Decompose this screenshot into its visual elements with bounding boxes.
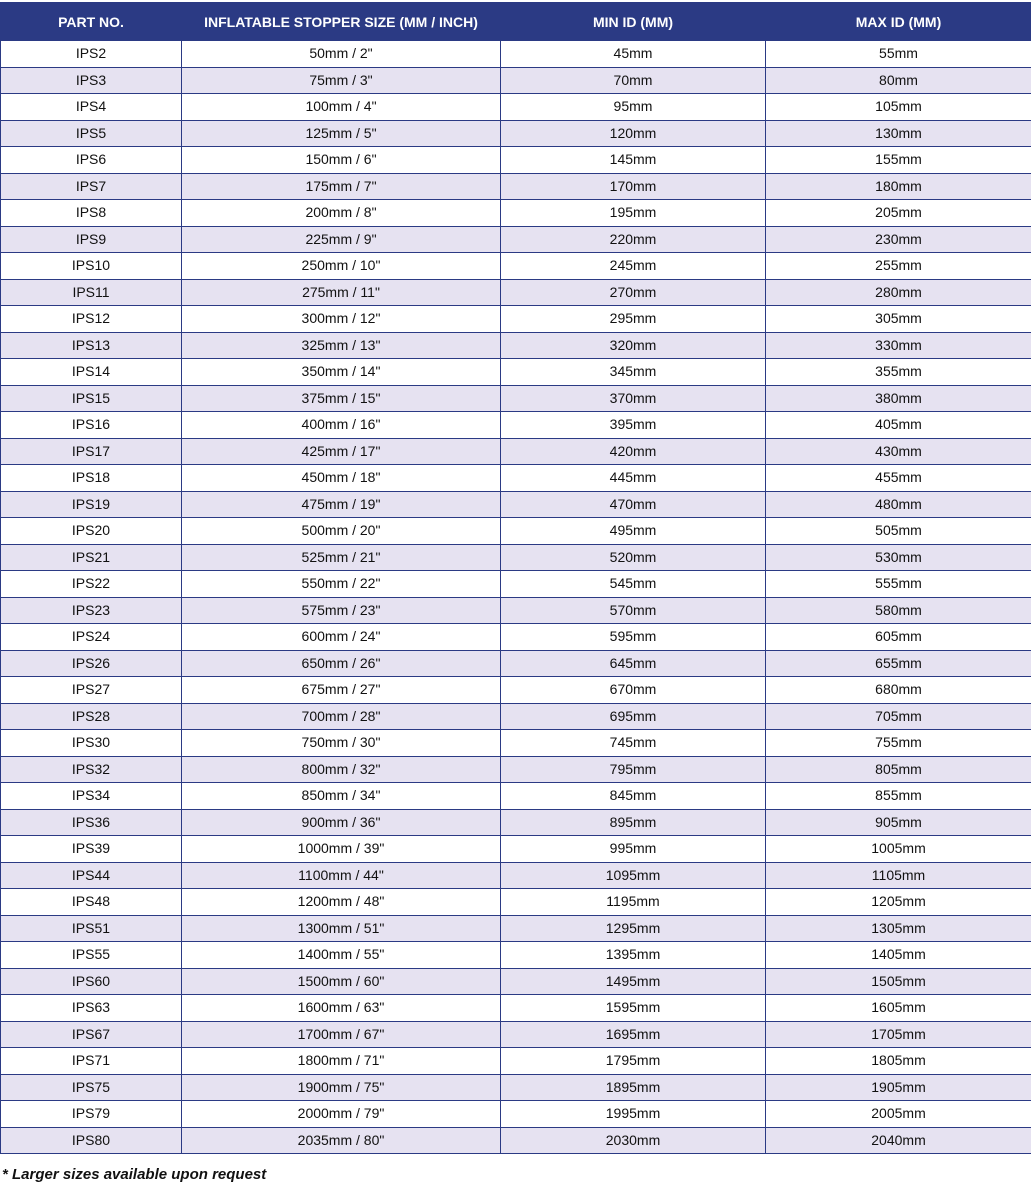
table-row xyxy=(1,756,1031,783)
max-id-cell: 505mm xyxy=(766,518,1031,545)
stopper-size-cell: 325mm / 13" xyxy=(182,332,501,359)
stopper-size-cell: 200mm / 8" xyxy=(182,200,501,227)
stopper-size-cell: 375mm / 15" xyxy=(182,385,501,412)
table-row xyxy=(1,67,1031,94)
table-row xyxy=(1,650,1031,677)
stopper-size-cell: 1000mm / 39" xyxy=(182,836,501,863)
stopper-size-cell: 650mm / 26" xyxy=(182,650,501,677)
part-no-cell: IPS3 xyxy=(1,67,182,94)
stopper-size-cell: 175mm / 7" xyxy=(182,173,501,200)
part-no-cell: IPS48 xyxy=(1,889,182,916)
max-id-cell: 405mm xyxy=(766,412,1031,439)
table-row xyxy=(1,491,1031,518)
min-id-cell: 1895mm xyxy=(501,1074,766,1101)
part-no-cell: IPS14 xyxy=(1,359,182,386)
min-id-cell: 1995mm xyxy=(501,1101,766,1128)
part-no-cell: IPS79 xyxy=(1,1101,182,1128)
part-no-cell: IPS6 xyxy=(1,147,182,174)
part-no-cell: IPS22 xyxy=(1,571,182,598)
max-id-cell: 580mm xyxy=(766,597,1031,624)
table-row xyxy=(1,279,1031,306)
stopper-size-cell: 475mm / 19" xyxy=(182,491,501,518)
stopper-size-cell: 1300mm / 51" xyxy=(182,915,501,942)
part-no-cell: IPS10 xyxy=(1,253,182,280)
min-id-cell: 45mm xyxy=(501,41,766,68)
part-no-cell: IPS18 xyxy=(1,465,182,492)
min-id-cell: 1395mm xyxy=(501,942,766,969)
stopper-size-cell: 400mm / 16" xyxy=(182,412,501,439)
min-id-cell: 445mm xyxy=(501,465,766,492)
stopper-size-cell: 100mm / 4" xyxy=(182,94,501,121)
table-row xyxy=(1,1074,1031,1101)
max-id-cell: 605mm xyxy=(766,624,1031,651)
stopper-size-cell: 675mm / 27" xyxy=(182,677,501,704)
table-header xyxy=(1,3,1031,41)
stopper-size-cell: 1900mm / 75" xyxy=(182,1074,501,1101)
min-id-cell: 520mm xyxy=(501,544,766,571)
table-row xyxy=(1,677,1031,704)
part-no-cell: IPS60 xyxy=(1,968,182,995)
min-id-cell: 595mm xyxy=(501,624,766,651)
max-id-cell: 1505mm xyxy=(766,968,1031,995)
stopper-size-cell: 225mm / 9" xyxy=(182,226,501,253)
header-min-id: MIN ID (MM) xyxy=(501,3,766,41)
min-id-cell: 795mm xyxy=(501,756,766,783)
part-no-cell: IPS5 xyxy=(1,120,182,147)
stopper-size-cell: 500mm / 20" xyxy=(182,518,501,545)
table-row xyxy=(1,942,1031,969)
stopper-size-cell: 300mm / 12" xyxy=(182,306,501,333)
max-id-cell: 455mm xyxy=(766,465,1031,492)
footnote: * Larger sizes available upon request xyxy=(2,1166,267,1183)
max-id-cell: 855mm xyxy=(766,783,1031,810)
part-no-cell: IPS23 xyxy=(1,597,182,624)
max-id-cell: 1405mm xyxy=(766,942,1031,969)
part-no-cell: IPS17 xyxy=(1,438,182,465)
part-no-cell: IPS39 xyxy=(1,836,182,863)
stopper-size-cell: 350mm / 14" xyxy=(182,359,501,386)
max-id-cell: 280mm xyxy=(766,279,1031,306)
stopper-size-cell: 250mm / 10" xyxy=(182,253,501,280)
part-no-cell: IPS28 xyxy=(1,703,182,730)
max-id-cell: 555mm xyxy=(766,571,1031,598)
min-id-cell: 245mm xyxy=(501,253,766,280)
max-id-cell: 1305mm xyxy=(766,915,1031,942)
min-id-cell: 845mm xyxy=(501,783,766,810)
table-row xyxy=(1,1101,1031,1128)
max-id-cell: 755mm xyxy=(766,730,1031,757)
min-id-cell: 645mm xyxy=(501,650,766,677)
table-row xyxy=(1,465,1031,492)
header-stopper-size: INFLATABLE STOPPER SIZE (MM / INCH) xyxy=(182,3,501,41)
stopper-size-cell: 2035mm / 80" xyxy=(182,1127,501,1154)
part-no-cell: IPS16 xyxy=(1,412,182,439)
part-no-cell: IPS9 xyxy=(1,226,182,253)
stopper-size-cell: 75mm / 3" xyxy=(182,67,501,94)
header-part-no: PART NO. xyxy=(1,3,182,41)
max-id-cell: 205mm xyxy=(766,200,1031,227)
table-row xyxy=(1,783,1031,810)
max-id-cell: 355mm xyxy=(766,359,1031,386)
min-id-cell: 495mm xyxy=(501,518,766,545)
size-table-container xyxy=(0,2,1031,1154)
stopper-size-cell: 800mm / 32" xyxy=(182,756,501,783)
stopper-size-cell: 1600mm / 63" xyxy=(182,995,501,1022)
part-no-cell: IPS19 xyxy=(1,491,182,518)
table-row xyxy=(1,1021,1031,1048)
table-row xyxy=(1,41,1031,68)
min-id-cell: 170mm xyxy=(501,173,766,200)
part-no-cell: IPS12 xyxy=(1,306,182,333)
stopper-size-cell: 1200mm / 48" xyxy=(182,889,501,916)
table-row xyxy=(1,359,1031,386)
stopper-size-cell: 550mm / 22" xyxy=(182,571,501,598)
min-id-cell: 195mm xyxy=(501,200,766,227)
stopper-size-cell: 600mm / 24" xyxy=(182,624,501,651)
min-id-cell: 2030mm xyxy=(501,1127,766,1154)
min-id-cell: 270mm xyxy=(501,279,766,306)
table-row xyxy=(1,438,1031,465)
stopper-size-cell: 125mm / 5" xyxy=(182,120,501,147)
table-row xyxy=(1,200,1031,227)
min-id-cell: 1495mm xyxy=(501,968,766,995)
min-id-cell: 1195mm xyxy=(501,889,766,916)
min-id-cell: 1695mm xyxy=(501,1021,766,1048)
min-id-cell: 670mm xyxy=(501,677,766,704)
max-id-cell: 2005mm xyxy=(766,1101,1031,1128)
part-no-cell: IPS67 xyxy=(1,1021,182,1048)
stopper-size-cell: 900mm / 36" xyxy=(182,809,501,836)
size-table xyxy=(0,2,1031,1154)
max-id-cell: 155mm xyxy=(766,147,1031,174)
table-row xyxy=(1,597,1031,624)
table-body xyxy=(1,41,1031,1154)
max-id-cell: 1205mm xyxy=(766,889,1031,916)
stopper-size-cell: 1500mm / 60" xyxy=(182,968,501,995)
table-row xyxy=(1,624,1031,651)
min-id-cell: 295mm xyxy=(501,306,766,333)
stopper-size-cell: 275mm / 11" xyxy=(182,279,501,306)
part-no-cell: IPS2 xyxy=(1,41,182,68)
max-id-cell: 180mm xyxy=(766,173,1031,200)
part-no-cell: IPS13 xyxy=(1,332,182,359)
part-no-cell: IPS27 xyxy=(1,677,182,704)
min-id-cell: 1795mm xyxy=(501,1048,766,1075)
min-id-cell: 145mm xyxy=(501,147,766,174)
max-id-cell: 380mm xyxy=(766,385,1031,412)
table-row xyxy=(1,730,1031,757)
max-id-cell: 655mm xyxy=(766,650,1031,677)
stopper-size-cell: 1400mm / 55" xyxy=(182,942,501,969)
min-id-cell: 345mm xyxy=(501,359,766,386)
max-id-cell: 480mm xyxy=(766,491,1031,518)
table-row xyxy=(1,809,1031,836)
max-id-cell: 1605mm xyxy=(766,995,1031,1022)
table-row xyxy=(1,995,1031,1022)
max-id-cell: 105mm xyxy=(766,94,1031,121)
stopper-size-cell: 575mm / 23" xyxy=(182,597,501,624)
part-no-cell: IPS30 xyxy=(1,730,182,757)
stopper-size-cell: 750mm / 30" xyxy=(182,730,501,757)
part-no-cell: IPS44 xyxy=(1,862,182,889)
min-id-cell: 695mm xyxy=(501,703,766,730)
table-row xyxy=(1,226,1031,253)
max-id-cell: 305mm xyxy=(766,306,1031,333)
part-no-cell: IPS7 xyxy=(1,173,182,200)
min-id-cell: 70mm xyxy=(501,67,766,94)
table-row xyxy=(1,94,1031,121)
table-row xyxy=(1,862,1031,889)
max-id-cell: 80mm xyxy=(766,67,1031,94)
max-id-cell: 230mm xyxy=(766,226,1031,253)
min-id-cell: 120mm xyxy=(501,120,766,147)
part-no-cell: IPS32 xyxy=(1,756,182,783)
stopper-size-cell: 150mm / 6" xyxy=(182,147,501,174)
stopper-size-cell: 1100mm / 44" xyxy=(182,862,501,889)
part-no-cell: IPS20 xyxy=(1,518,182,545)
stopper-size-cell: 1700mm / 67" xyxy=(182,1021,501,1048)
min-id-cell: 420mm xyxy=(501,438,766,465)
table-row xyxy=(1,915,1031,942)
part-no-cell: IPS26 xyxy=(1,650,182,677)
min-id-cell: 745mm xyxy=(501,730,766,757)
stopper-size-cell: 525mm / 21" xyxy=(182,544,501,571)
table-row xyxy=(1,836,1031,863)
min-id-cell: 320mm xyxy=(501,332,766,359)
table-row xyxy=(1,1127,1031,1154)
part-no-cell: IPS51 xyxy=(1,915,182,942)
part-no-cell: IPS34 xyxy=(1,783,182,810)
table-row xyxy=(1,253,1031,280)
part-no-cell: IPS36 xyxy=(1,809,182,836)
table-row xyxy=(1,332,1031,359)
min-id-cell: 995mm xyxy=(501,836,766,863)
max-id-cell: 1705mm xyxy=(766,1021,1031,1048)
min-id-cell: 1095mm xyxy=(501,862,766,889)
stopper-size-cell: 425mm / 17" xyxy=(182,438,501,465)
table-row xyxy=(1,518,1031,545)
part-no-cell: IPS63 xyxy=(1,995,182,1022)
stopper-size-cell: 50mm / 2" xyxy=(182,41,501,68)
min-id-cell: 570mm xyxy=(501,597,766,624)
max-id-cell: 680mm xyxy=(766,677,1031,704)
max-id-cell: 55mm xyxy=(766,41,1031,68)
min-id-cell: 545mm xyxy=(501,571,766,598)
table-row xyxy=(1,1048,1031,1075)
header-max-id: MAX ID (MM) xyxy=(766,3,1031,41)
table-row xyxy=(1,120,1031,147)
max-id-cell: 1905mm xyxy=(766,1074,1031,1101)
max-id-cell: 530mm xyxy=(766,544,1031,571)
min-id-cell: 220mm xyxy=(501,226,766,253)
part-no-cell: IPS15 xyxy=(1,385,182,412)
max-id-cell: 430mm xyxy=(766,438,1031,465)
part-no-cell: IPS75 xyxy=(1,1074,182,1101)
stopper-size-cell: 450mm / 18" xyxy=(182,465,501,492)
max-id-cell: 330mm xyxy=(766,332,1031,359)
part-no-cell: IPS21 xyxy=(1,544,182,571)
max-id-cell: 255mm xyxy=(766,253,1031,280)
table-row xyxy=(1,306,1031,333)
part-no-cell: IPS55 xyxy=(1,942,182,969)
max-id-cell: 1105mm xyxy=(766,862,1031,889)
stopper-size-cell: 2000mm / 79" xyxy=(182,1101,501,1128)
stopper-size-cell: 700mm / 28" xyxy=(182,703,501,730)
table-row xyxy=(1,412,1031,439)
max-id-cell: 905mm xyxy=(766,809,1031,836)
max-id-cell: 1005mm xyxy=(766,836,1031,863)
part-no-cell: IPS24 xyxy=(1,624,182,651)
table-row xyxy=(1,968,1031,995)
table-row xyxy=(1,703,1031,730)
min-id-cell: 95mm xyxy=(501,94,766,121)
header-row xyxy=(1,3,1031,41)
stopper-size-cell: 850mm / 34" xyxy=(182,783,501,810)
max-id-cell: 805mm xyxy=(766,756,1031,783)
min-id-cell: 895mm xyxy=(501,809,766,836)
part-no-cell: IPS80 xyxy=(1,1127,182,1154)
min-id-cell: 395mm xyxy=(501,412,766,439)
max-id-cell: 2040mm xyxy=(766,1127,1031,1154)
table-row xyxy=(1,173,1031,200)
min-id-cell: 370mm xyxy=(501,385,766,412)
max-id-cell: 130mm xyxy=(766,120,1031,147)
part-no-cell: IPS8 xyxy=(1,200,182,227)
table-row xyxy=(1,385,1031,412)
table-row xyxy=(1,544,1031,571)
min-id-cell: 1595mm xyxy=(501,995,766,1022)
table-row xyxy=(1,889,1031,916)
max-id-cell: 1805mm xyxy=(766,1048,1031,1075)
part-no-cell: IPS71 xyxy=(1,1048,182,1075)
min-id-cell: 1295mm xyxy=(501,915,766,942)
table-row xyxy=(1,147,1031,174)
stopper-size-cell: 1800mm / 71" xyxy=(182,1048,501,1075)
table-row xyxy=(1,571,1031,598)
part-no-cell: IPS11 xyxy=(1,279,182,306)
part-no-cell: IPS4 xyxy=(1,94,182,121)
max-id-cell: 705mm xyxy=(766,703,1031,730)
min-id-cell: 470mm xyxy=(501,491,766,518)
